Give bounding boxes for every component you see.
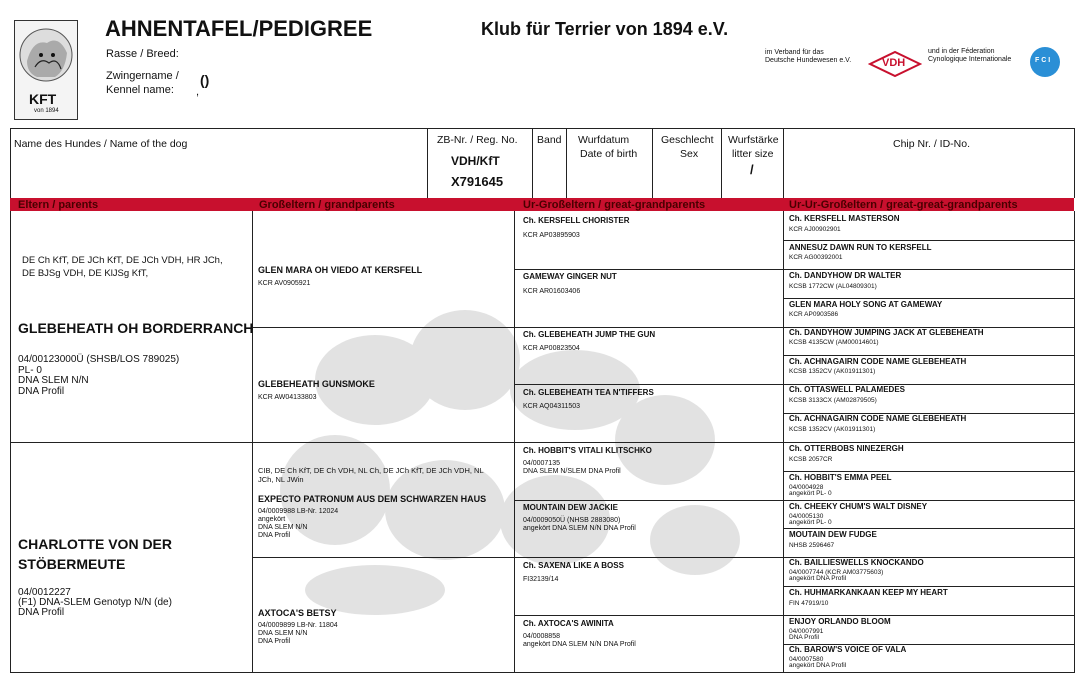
reg-value-2: X791645 <box>451 174 504 189</box>
dog-name-label: Name des Hundes / Name of the dog <box>14 138 188 150</box>
gggp2-name: ANNESUZ DAWN RUN TO KERSFELL <box>789 243 932 252</box>
litter-value: / <box>750 162 754 177</box>
sire-titles-1: DE Ch KfT, DE JCh KfT, DE JCh VDH, HR JCh, <box>22 255 223 266</box>
dam-name-1: CHARLOTTE VON DER <box>18 536 172 552</box>
reg-label: ZB-Nr. / Reg. No. <box>437 134 518 146</box>
col-great-great-grandparents: Ur-Ur-Großeltern / great-great-grandparents <box>789 199 1018 211</box>
vdh-text-1: im Verband für das <box>765 49 824 56</box>
ggp3-name: Ch. GLEBEHEATH JUMP THE GUN <box>523 330 656 339</box>
gggp5-name: Ch. DANDYHOW JUMPING JACK AT GLEBEHEATH <box>789 328 984 337</box>
ggp6-line2: angekört DNA SLEM N/N DNA Profil <box>523 525 636 532</box>
ggp5-line2: DNA SLEM N/SLEM DNA Profil <box>523 468 621 475</box>
gggp1-name: Ch. KERSFELL MASTERSON <box>789 214 900 223</box>
kft-logo <box>14 20 78 120</box>
vdh-logo <box>868 50 922 78</box>
dam-reg: 04/0012227 <box>18 587 71 598</box>
gp2-reg: KCR AW04133803 <box>258 394 317 401</box>
sex-label-2: Sex <box>680 148 699 160</box>
gp3-reg: 04/0009988 LB-Nr. 12024 <box>258 508 339 515</box>
gp4-name: AXTOCA'S BETSY <box>258 608 337 618</box>
gp4-reg: 04/0009899 LB-Nr. 11804 <box>258 622 338 629</box>
sire-line4: DNA Profil <box>18 386 65 397</box>
club-name: Klub für Terrier von 1894 e.V. <box>481 19 729 39</box>
gp3-line3: DNA SLEM N/N <box>258 524 308 531</box>
ggp7-reg: FI32139/14 <box>523 576 559 583</box>
gp2-name: GLEBEHEATH GUNSMOKE <box>258 379 375 389</box>
gp3-line2: angekört <box>258 516 286 523</box>
dogs-watermark-icon <box>255 290 775 620</box>
gp3-titles-2: JCh, NL JWin <box>258 475 304 484</box>
litter-label-1: Wurfstärke <box>728 134 779 146</box>
dam-line2: (F1) DNA-SLEM Genotyp N/N (de) <box>18 597 172 608</box>
litter-label-2: litter size <box>732 148 774 160</box>
breed-label: Rasse / Breed: <box>106 48 179 60</box>
gggp10-name: Ch. HOBBIT'S EMMA PEEL <box>789 473 892 482</box>
vdh-logo-text: VDH <box>882 57 906 69</box>
gp4-line3: DNA Profil <box>258 638 291 645</box>
ggp2-name: GAMEWAY GINGER NUT <box>523 272 617 281</box>
sire-line2: PL- 0 <box>18 365 42 376</box>
fci-text-1: und in der Féderation <box>928 48 995 55</box>
gggp16-name: Ch. BAROW'S VOICE OF VALA <box>789 645 907 654</box>
reg-value-1: VDH/KfT <box>451 154 500 168</box>
gggp14-reg: FIN 47919/10 <box>789 600 829 607</box>
gggp7-reg: KCSB 3133CX (AM02879505) <box>789 397 877 404</box>
gggp4-name: GLEN MARA HOLY SONG AT GAMEWAY <box>789 300 943 309</box>
fci-logo <box>1030 47 1060 77</box>
kennel-comma: , <box>196 86 200 98</box>
sire-reg: 04/00123000Ü (SHSB/LOS 789025) <box>18 354 180 365</box>
gggp8-reg: KCSB 1352CV (AK01911301) <box>789 426 876 433</box>
ggp4-name: Ch. GLEBEHEATH TEA N'TIFFERS <box>523 388 654 397</box>
kennel-label-2: Kennel name: <box>106 84 174 96</box>
gp3-titles-1: CIB, DE Ch KfT, DE Ch VDH, NL Ch, DE JCh KfT, DE JCh VDH, NL <box>258 466 484 475</box>
gggp6-reg: KCSB 1352CV (AK01911301) <box>789 368 876 375</box>
gggp13-line2: angekört DNA Profil <box>789 575 847 582</box>
gggp14-name: Ch. HUHMARKANKAAN KEEP MY HEART <box>789 588 948 597</box>
logo-subtext: von 1894 <box>34 108 59 114</box>
dam-name-2: STÖBERMEUTE <box>18 556 126 572</box>
gggp15-line2: DNA Profil <box>789 634 819 641</box>
sire-line3: DNA SLEM N/N <box>18 375 89 386</box>
ggp3-reg: KCR AP00823504 <box>523 345 580 352</box>
vdh-text-2: Deutsche Hundewesen e.V. <box>765 57 852 64</box>
gp3-line4: DNA Profil <box>258 532 291 539</box>
gggp2-reg: KCR AG00392001 <box>789 254 843 261</box>
col-parents: Eltern / parents <box>18 199 99 211</box>
ggp4-reg: KCR AQ04311503 <box>523 403 581 410</box>
gggp10-line2: angekört PL- 0 <box>789 490 832 497</box>
ggp5-name: Ch. HOBBIT'S VITALI KLITSCHKO <box>523 446 652 455</box>
ggp8-name: Ch. AXTOCA'S AWINITA <box>523 619 614 628</box>
gggp16-reg: 04/0007580 <box>789 656 824 663</box>
gggp16-line2: angekört DNA Profil <box>789 662 847 669</box>
gggp1-reg: KCR AJ00902901 <box>789 226 841 233</box>
col-grandparents: Großeltern / grandparents <box>259 199 395 211</box>
dob-label-2: Date of birth <box>580 148 638 160</box>
gp1-reg: KCR AV0905921 <box>258 280 311 287</box>
gggp9-name: Ch. OTTERBOBS NINEZERGH <box>789 444 904 453</box>
kennel-value: () <box>200 72 210 88</box>
gggp3-reg: KCSB 1772CW (AL04809301) <box>789 283 877 290</box>
gggp12-name: MOUTAIN DEW FUDGE <box>789 530 877 539</box>
gggp11-line2: angekört PL- 0 <box>789 519 832 526</box>
gp3-name: EXPECTO PATRONUM AUS DEM SCHWARZEN HAUS <box>258 494 487 504</box>
ggp5-reg: 04/0007135 <box>523 460 560 467</box>
ggp7-name: Ch. SAXENA LIKE A BOSS <box>523 561 624 570</box>
sire-name: GLEBEHEATH OH BORDERRANCH <box>18 320 254 336</box>
header <box>0 0 1084 128</box>
dam-line3: DNA Profil <box>18 607 65 618</box>
col-great-grandparents: Ur-Großeltern / great-grandparents <box>523 199 706 211</box>
gggp7-name: Ch. OTTASWELL PALAMEDES <box>789 385 905 394</box>
gggp6-name: Ch. ACHNAGAIRN CODE NAME GLEBEHEATH <box>789 357 967 366</box>
ggp1-name: Ch. KERSFELL CHORISTER <box>523 216 630 225</box>
logo-text: KFT <box>29 91 57 107</box>
gggp4-reg: KCR AP0903586 <box>789 311 839 318</box>
ggp6-reg: 04/0009050Ü (NHSB 2883080) <box>523 517 621 524</box>
gggp5-reg: KCSB 4135CW (AM00014601) <box>789 339 879 346</box>
band-label: Band <box>537 134 562 146</box>
fci-text-2: Cynologique Internationale <box>928 56 1012 63</box>
gggp11-name: Ch. CHEEKY CHUM'S WALT DISNEY <box>789 502 928 511</box>
chip-label: Chip Nr. / ID-No. <box>893 138 971 150</box>
gggp8-name: Ch. ACHNAGAIRN CODE NAME GLEBEHEATH <box>789 414 967 423</box>
gp4-line2: DNA SLEM N/N <box>258 630 308 637</box>
dob-label-1: Wurfdatum <box>578 134 630 146</box>
gggp3-name: Ch. DANDYHOW DR WALTER <box>789 271 902 280</box>
ggp6-name: MOUNTAIN DEW JACKIE <box>523 503 618 512</box>
gggp15-name: ENJOY ORLANDO BLOOM <box>789 617 891 626</box>
gggp13-reg: 04/0007744 (KCR AM03775603) <box>789 569 884 576</box>
gggp15-reg: 04/0007991 <box>789 628 824 635</box>
sex-label-1: Geschlecht <box>661 134 714 146</box>
gggp13-name: Ch. BAILLIESWELLS KNOCKANDO <box>789 558 924 567</box>
ggp8-line2: angekört DNA SLEM N/N DNA Profil <box>523 641 636 648</box>
sire-titles-2: DE BJSg VDH, DE KlJSg KfT, <box>22 268 149 279</box>
kennel-label-1: Zwingername / <box>106 70 179 82</box>
gggp10-reg: 04/0004928 <box>789 484 824 491</box>
gp1-name: GLEN MARA OH VIEDO AT KERSFELL <box>258 265 423 275</box>
fci-logo-text: F C I <box>1035 57 1051 64</box>
gggp12-reg: NHSB 2596467 <box>789 542 835 549</box>
ggp8-reg: 04/0008858 <box>523 633 560 640</box>
gggp11-reg: 04/0005130 <box>789 513 824 520</box>
ggp2-reg: KCR AR01603406 <box>523 288 581 295</box>
page-title: AHNENTAFEL/PEDIGREE <box>105 16 373 41</box>
ggp1-reg: KCR AP03895903 <box>523 232 580 239</box>
gggp9-reg: KCSB 2057CR <box>789 456 833 463</box>
